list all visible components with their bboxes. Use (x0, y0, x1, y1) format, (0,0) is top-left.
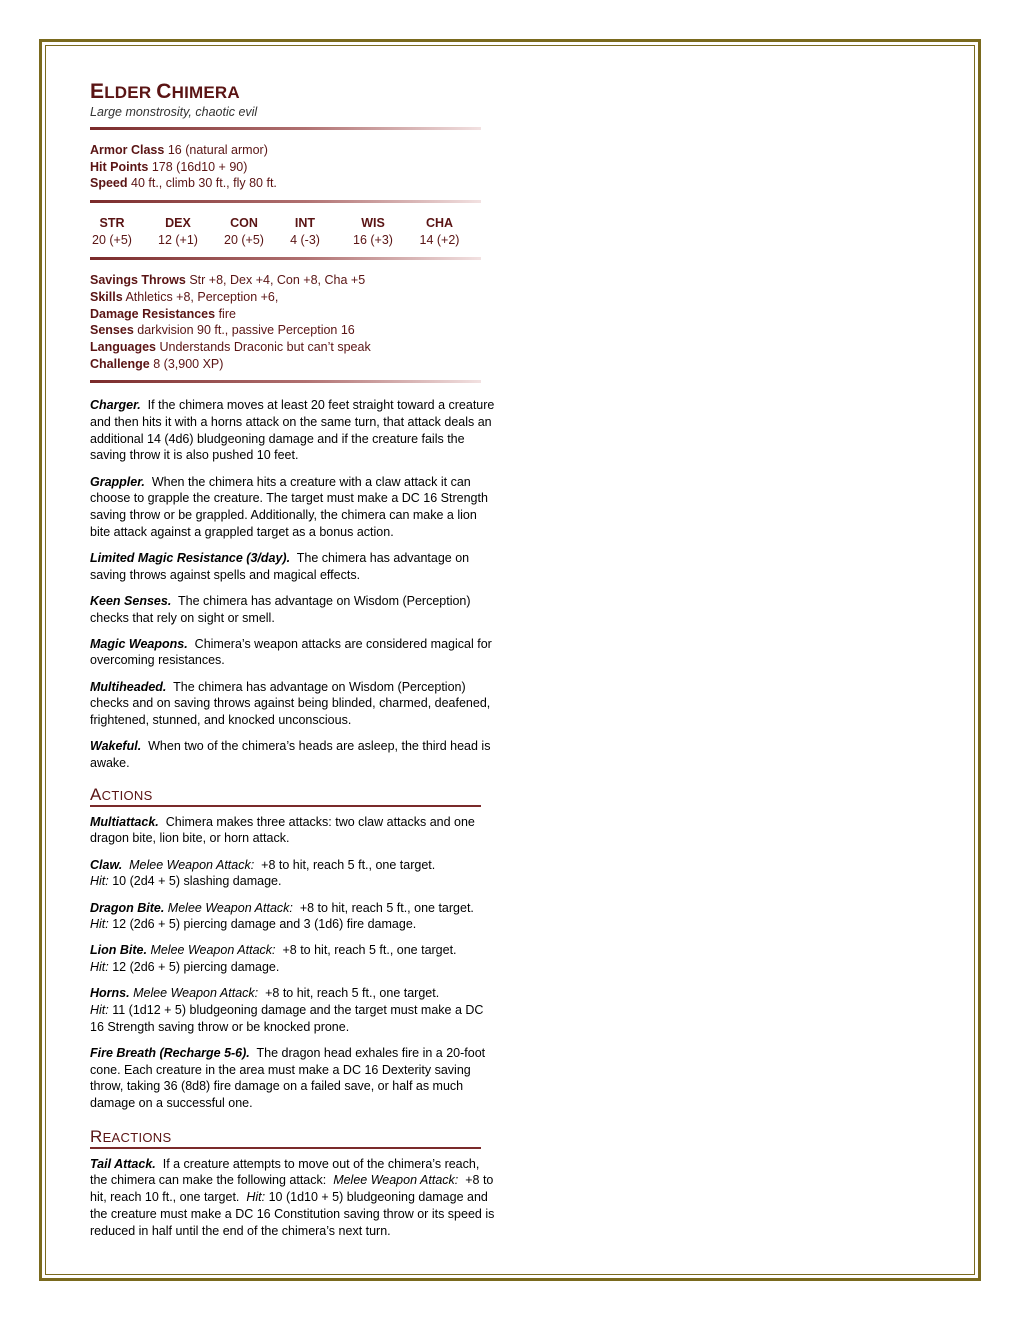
hit-points: Hit Points 178 (16d10 + 90) (90, 159, 248, 174)
reaction-tail-attack: Tail Attack. If a creature attempts to move out of the chimera’s reach, the chimera can make the following attack: Melee Weapon Attack: +8 to hit, reach 10 ft., one target. Hit: 10 (1d10 + 5) bludgeoning damage and the creature must make a DC 16 Constitution saving throw or its speed is reduced in half until the end of the chimera’s next turn. (90, 1156, 495, 1238)
reactions-heading: REACTIONS (90, 1128, 481, 1149)
ability-scores (90, 215, 481, 249)
action-dragon-bite: Dragon Bite. Melee Weapon Attack: +8 to hit, reach 5 ft., one target. Hit: 12 (2d6 + 5) piercing damage and 3 (1d6) fire damage. (90, 900, 474, 932)
ability-con: CON 20 (+5) (224, 216, 264, 248)
speed: Speed 40 ft., climb 30 ft., fly 80 ft. (90, 176, 277, 191)
trait-wakeful: Wakeful. When two of the chimera’s heads are asleep, the third head is awake. (90, 739, 491, 770)
tapered-divider (90, 380, 481, 383)
ability-cha: CHA 14 (+2) (419, 216, 460, 248)
armor-class: Armor Class 16 (natural armor) (90, 143, 268, 157)
tapered-divider (90, 257, 481, 260)
tapered-divider (90, 200, 481, 203)
trait-charger: Charger. If the chimera moves at least 20 feet straight toward a creature and then hits it with a horns attack on the same turn, that attack deals an additional 14 (4d6) bludgeoning damage and if the creature fails the saving throw it is also pushed 10 feet. (90, 398, 495, 463)
saving-throws: Savings Throws Str +8, Dex +4, Con +8, Cha +5 (90, 273, 366, 288)
senses: Senses darkvision 90 ft., passive Perception 16 (90, 323, 355, 338)
trait-limited-magic-resistance: Limited Magic Resistance (3/day). The chimera has advantage on saving throws against spells and magical effects. (90, 550, 470, 582)
ability-str: STR 20 (+5) (92, 216, 132, 248)
action-horns: Horns. Melee Weapon Attack: +8 to hit, reach 5 ft., one target. Hit: 11 (1d12 + 5) bludgeoning damage and the target must make a DC 16 Strength saving throw or be knocked prone. (90, 986, 484, 1034)
action-claw: Claw. Melee Weapon Attack: +8 to hit, reach 5 ft., one target. Hit: 10 (2d4 + 5) slashing damage. (90, 857, 436, 889)
languages: Languages Understands Draconic but can’t speak (90, 339, 371, 354)
challenge: Challenge 8 (3,900 XP) (90, 356, 224, 371)
spacer (90, 1149, 496, 1156)
actions-heading: ACTIONS (90, 786, 481, 807)
trait-multiheaded: Multiheaded. The chimera has advantage on Wisdom (Perception) checks and on saving throws against being blinded, charmed, deafened, frightened, stunned, and knocked unconscious. (90, 679, 491, 728)
ability-wis: WIS 16 (+3) (353, 216, 393, 248)
trait-keen-senses: Keen Senses. The chimera has advantage on Wisdom (Perception) checks that rely on sight or smell. (90, 593, 471, 625)
skills: Skills Athletics +8, Perception +6, (90, 289, 279, 304)
ability-int: INT 4 (-3) (290, 216, 320, 248)
trait-grappler: Grappler. When the chimera hits a creature with a claw attack it can choose to grapple the creature. The target must make a DC 16 Strength saving throw or be grappled. Additionally, the chimera can make a lion bite attack against a grappled target as a bonus action. (90, 474, 488, 539)
stat-block (90, 78, 496, 1249)
tapered-divider (90, 127, 481, 130)
action-lion-bite: Lion Bite. Melee Weapon Attack: +8 to hit, reach 5 ft., one target. Hit: 12 (2d6 + 5) piercing damage. (90, 943, 457, 975)
trait-magic-weapons: Magic Weapons. Chimera’s weapon attacks are considered magical for overcoming resistances. (90, 636, 492, 668)
damage-resistances: Damage Resistances fire (90, 306, 236, 321)
monster-meta: Large monstrosity, chaotic evil (90, 105, 258, 119)
spacer (90, 807, 496, 814)
action-fire-breath: Fire Breath (Recharge 5-6). The dragon head exhales fire in a 20-foot cone. Each creature in the area must make a DC 16 Dexterity saving throw, taking 36 (8d8) fire damage on a failed save, or half as much damage on a successful one. (90, 1045, 486, 1111)
action-multiattack: Multiattack. Chimera makes three attacks: two claw attacks and one dragon bite, lion bite, or horn attack. (90, 814, 475, 846)
ability-dex: DEX 12 (+1) (158, 216, 198, 248)
monster-name: ELDER CHIMERA (90, 80, 240, 103)
